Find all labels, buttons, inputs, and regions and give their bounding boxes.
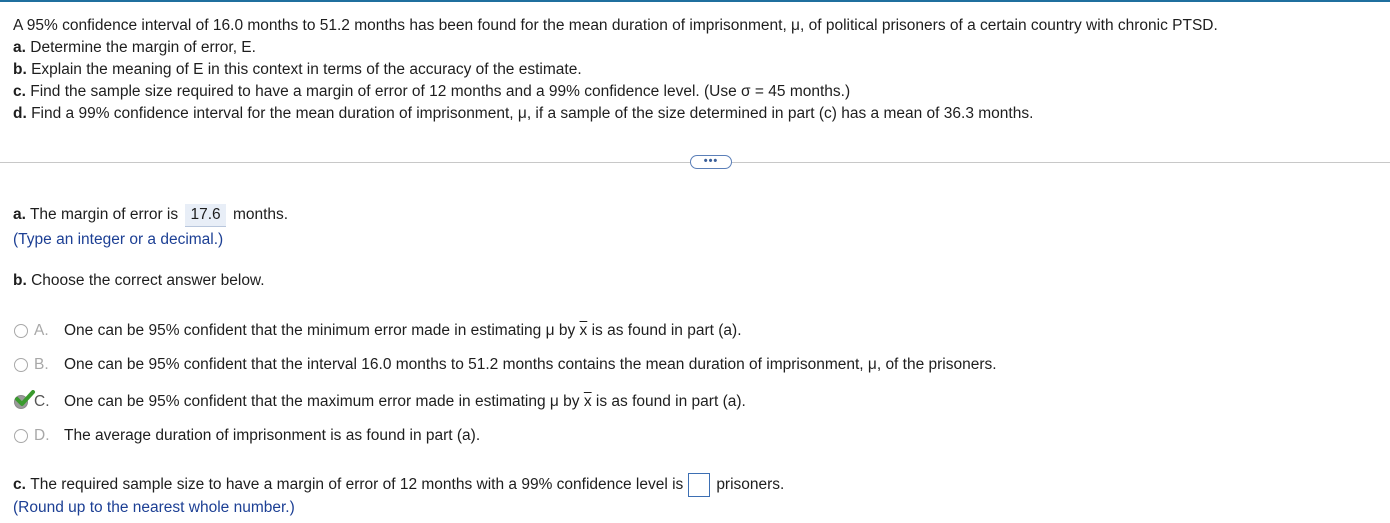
checkmark-icon (14, 390, 36, 408)
option-c[interactable]: C. One can be 95% confident that the maximum error made in estimating μ by $\overline{x}$ is as found in part (a). (14, 391, 746, 413)
margin-of-error-answer[interactable]: 17.6 (185, 204, 225, 227)
answer-part-a: a. The margin of error is 17.6 months. (13, 204, 288, 227)
expand-ellipsis-button[interactable]: ••• (690, 155, 732, 169)
question-text (13, 15, 1218, 125)
hint-part-c: (Round up to the nearest whole number.) (13, 499, 295, 516)
question-part-c: c. Find the sample size required to have a margin of error of 12 months and a 99% confidence level. (Use σ = 45 months.) (13, 83, 851, 100)
radio-button[interactable] (14, 324, 28, 338)
sample-size-input[interactable] (688, 473, 710, 497)
option-d[interactable]: D. The average duration of imprisonment is as found in part (a). (14, 425, 480, 447)
answer-part-c: c. The required sample size to have a margin of error of 12 months with a 99% confidence level is prisoners. (13, 473, 784, 497)
radio-button[interactable] (14, 429, 28, 443)
radio-button[interactable] (14, 358, 28, 372)
x-bar-symbol: $\overline{x}$ (579, 322, 588, 339)
top-accent-border (0, 0, 1390, 2)
question-part-b: b. Explain the meaning of E in this context in terms of the accuracy of the estimate. (13, 61, 582, 78)
option-a[interactable]: A. One can be 95% confident that the minimum error made in estimating μ by $\overline{x}$ is as found in part (a). (14, 320, 742, 342)
question-intro: A 95% confidence interval of 16.0 months to 51.2 months has been found for the mean duration of imprisonment, μ, of political prisoners of a certain country with chronic PTSD. (13, 17, 1218, 34)
radio-button-selected[interactable] (14, 395, 28, 409)
answer-part-b-prompt: b. Choose the correct answer below. (13, 272, 265, 289)
question-part-d: d. Find a 99% confidence interval for the mean duration of imprisonment, μ, if a sample of the size determined in part (c) has a mean of 36.3 months. (13, 105, 1034, 122)
hint-part-a: (Type an integer or a decimal.) (13, 231, 224, 248)
option-b[interactable]: B. One can be 95% confident that the interval 16.0 months to 51.2 months contains the mean duration of imprisonment, μ, of the prisoners. (14, 354, 997, 376)
question-part-a: a. Determine the margin of error, E. (13, 39, 256, 56)
x-bar-symbol: $\overline{x}$ (583, 393, 592, 410)
